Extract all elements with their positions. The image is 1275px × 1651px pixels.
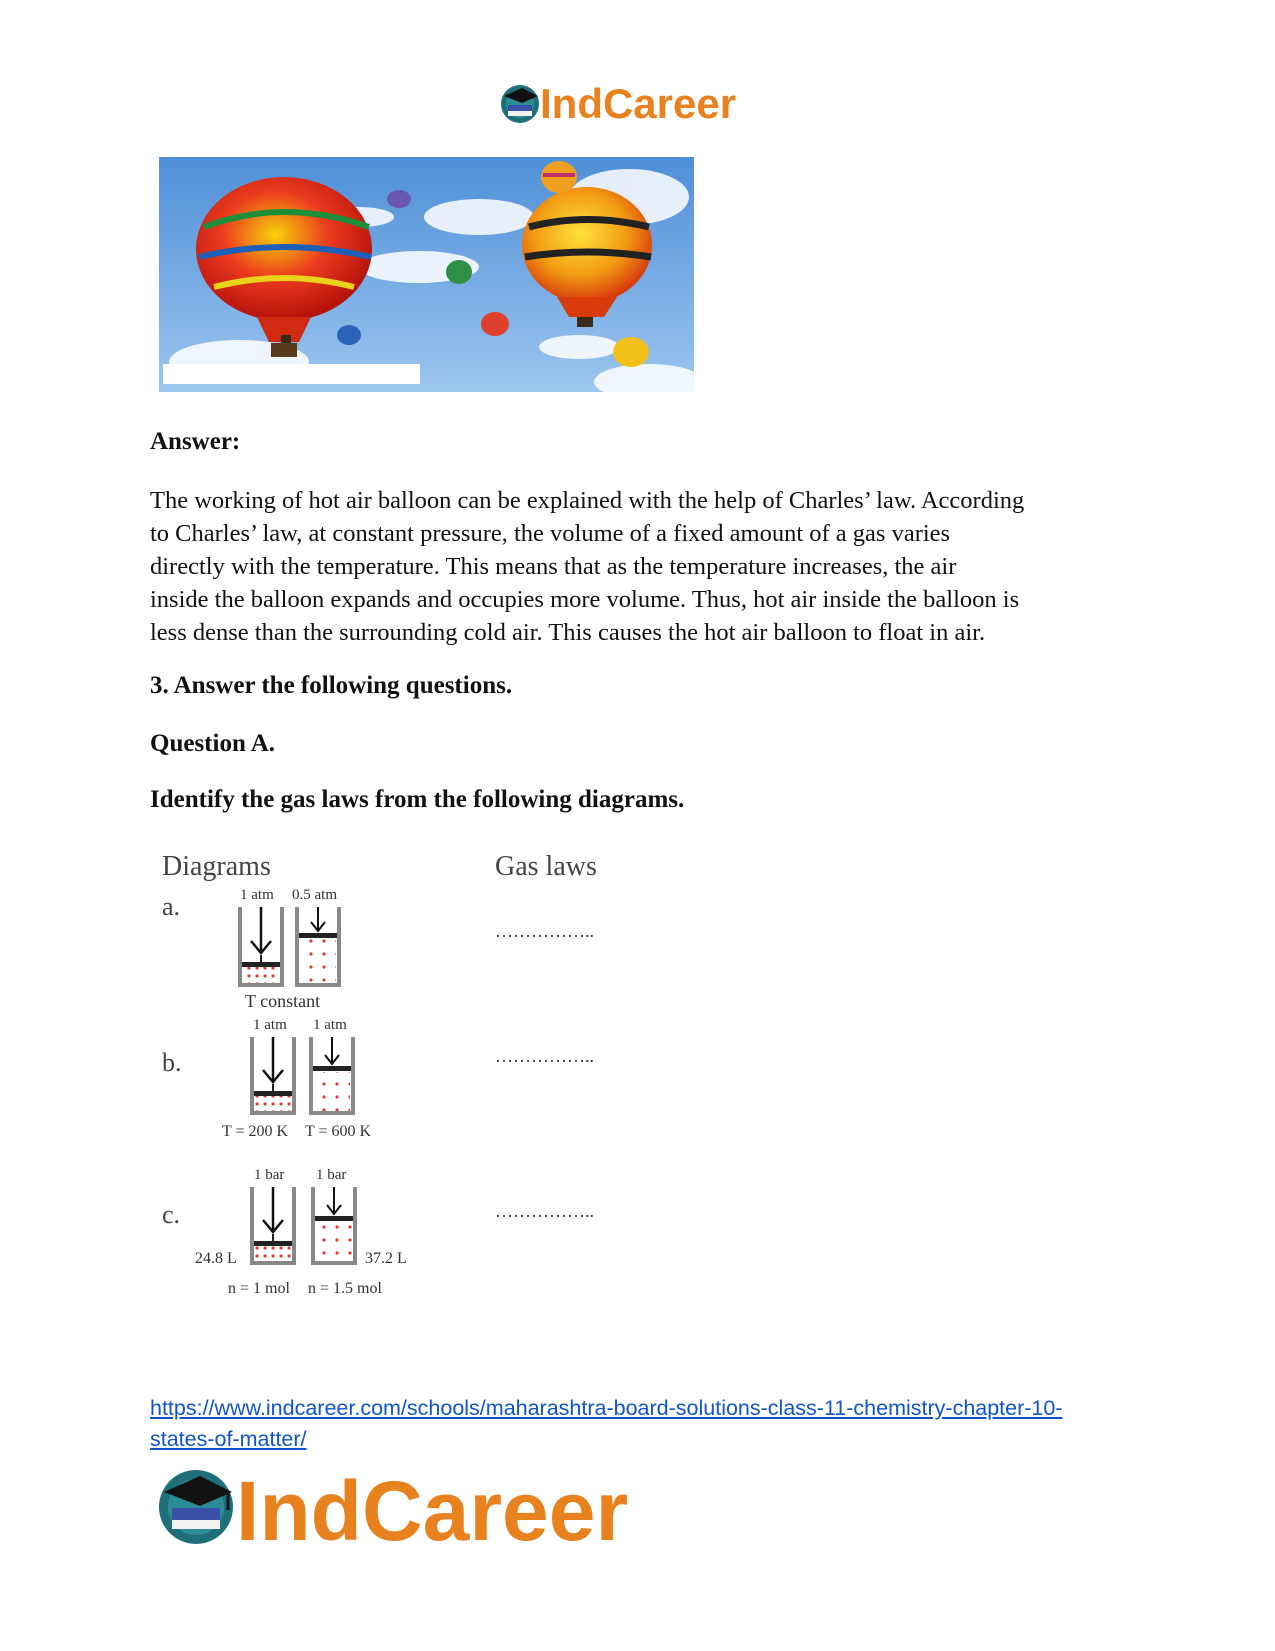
graduation-cap-icon xyxy=(501,85,539,123)
section-heading: 3. Answer the following questions. xyxy=(150,672,513,699)
answer-line: The working of hot air balloon can be explained with the help of Charles’ law. According xyxy=(150,487,1025,514)
row-b-right-temperature: T = 600 K xyxy=(305,1123,372,1140)
row-a-cylinder-left xyxy=(240,907,282,985)
row-c-left-moles: n = 1 mol xyxy=(228,1280,290,1297)
answer-paragraph xyxy=(150,484,1130,649)
source-link[interactable] xyxy=(150,1393,1150,1455)
row-c-right-moles: n = 1.5 mol xyxy=(308,1280,382,1297)
footer-logo-text: IndCareer xyxy=(236,1464,629,1552)
question-label: Question A. xyxy=(150,730,276,757)
answer-line: less dense than the surrounding cold air. This causes the hot air balloon to float in air. xyxy=(150,619,986,646)
row-a-label: a. xyxy=(162,892,181,921)
gas-law-diagram xyxy=(150,845,650,1315)
row-a-cylinder-right xyxy=(297,907,339,985)
question-text: Identify the gas laws from the following diagrams. xyxy=(150,786,685,813)
row-a-left-pressure: 1 atm xyxy=(240,887,274,903)
header-logo-text: IndCareer xyxy=(540,80,737,127)
gas-laws-column-header: Gas laws xyxy=(495,851,597,882)
row-b-left-pressure: 1 atm xyxy=(253,1017,287,1033)
header-logo xyxy=(500,80,780,128)
row-b-cylinder-right xyxy=(311,1037,353,1113)
answer-line: to Charles’ law, at constant pressure, the volume of a fixed amount of a gas varies xyxy=(150,520,951,547)
source-link-line[interactable]: states-of-matter/ xyxy=(150,1427,307,1451)
answer-heading: Answer: xyxy=(150,428,241,455)
diagrams-column-header: Diagrams xyxy=(162,851,271,882)
row-c-left-pressure: 1 bar xyxy=(254,1167,285,1183)
row-b-cylinder-left xyxy=(252,1037,294,1113)
row-c-cylinder-left xyxy=(252,1187,294,1263)
answer-line: directly with the temperature. This means that as the temperature increases, the air xyxy=(150,553,957,580)
footer-logo xyxy=(158,1462,698,1552)
row-b-left-temperature: T = 200 K xyxy=(222,1123,289,1140)
row-b-label: b. xyxy=(162,1048,182,1077)
row-b-answer-blank: …………….. xyxy=(495,1046,594,1066)
row-c-right-volume: 37.2 L xyxy=(365,1250,407,1267)
answer-line: inside the balloon expands and occupies more volume. Thus, hot air inside the balloon is xyxy=(150,586,1020,613)
row-a-condition: T constant xyxy=(245,991,321,1011)
row-a-right-pressure: 0.5 atm xyxy=(292,887,337,903)
row-c-left-volume: 24.8 L xyxy=(195,1250,237,1267)
row-c-right-pressure: 1 bar xyxy=(316,1167,347,1183)
row-b-right-pressure: 1 atm xyxy=(313,1017,347,1033)
row-c-answer-blank: …………….. xyxy=(495,1201,594,1221)
row-c-label: c. xyxy=(162,1200,181,1229)
hot-air-balloon-image xyxy=(159,157,694,392)
row-c-cylinder-right xyxy=(313,1187,355,1263)
source-link-line[interactable]: https://www.indcareer.com/schools/maharashtra-board-solutions-class-11-chemistry-chapter-10- xyxy=(150,1396,1063,1420)
graduation-cap-icon xyxy=(159,1470,233,1544)
row-a-answer-blank: …………….. xyxy=(495,921,594,941)
